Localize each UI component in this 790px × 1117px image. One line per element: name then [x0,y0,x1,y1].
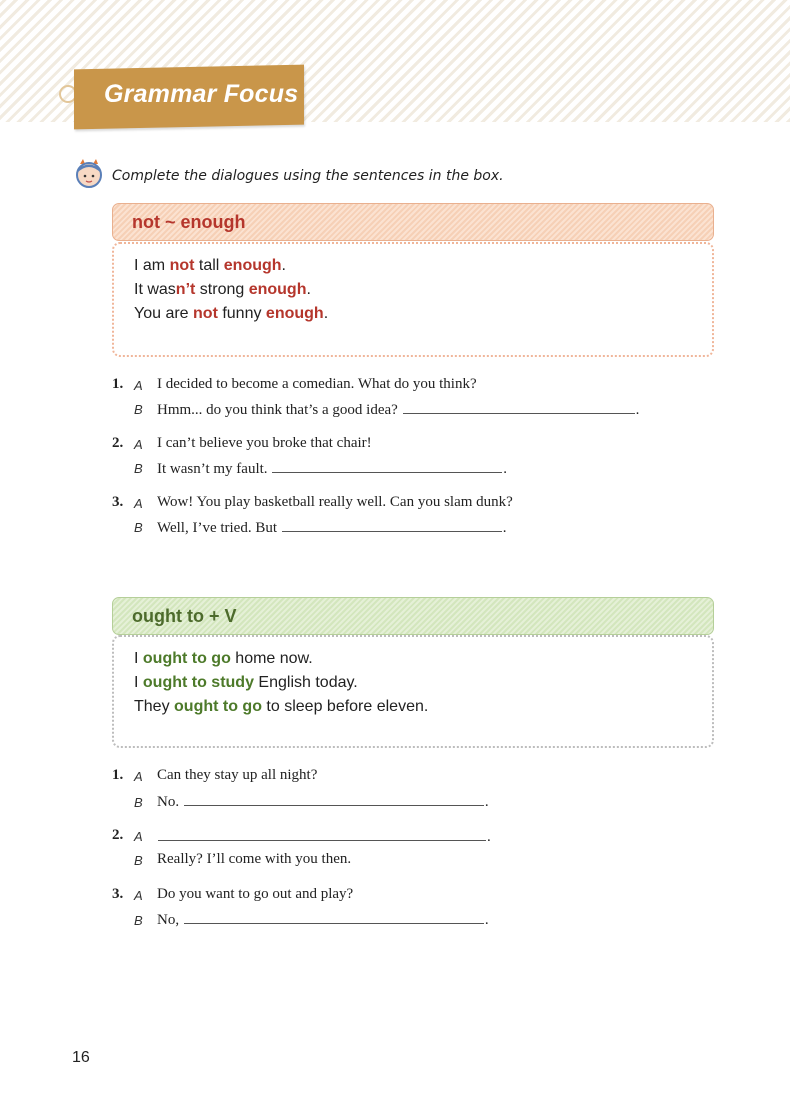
item-number: 1. [112,767,124,783]
item-number: 1. [112,376,124,392]
dialogue-line: I can’t believe you broke that chair! [157,435,372,451]
example-sentence: I am not tall enough. [134,257,286,274]
grammar-example-box-not-enough [112,242,714,357]
item-number: 3. [112,494,124,510]
item-number: 2. [112,435,124,451]
speaker-label: B [134,913,143,928]
dialogue-line: . [157,827,491,846]
student-character-icon [72,158,106,190]
speaker-label: B [134,853,143,868]
speaker-label: B [134,795,143,810]
answer-blank[interactable] [282,518,502,532]
example-sentence: It wasn’t strong enough. [134,281,311,298]
dialogue-line: Hmm... do you think that’s a good idea? . [157,402,640,418]
speaker-label: B [134,402,143,417]
speaker-label: A [134,769,143,784]
answer-blank[interactable] [272,459,502,473]
answer-blank[interactable] [184,792,484,806]
speaker-label: B [134,461,143,476]
page-number: 16 [72,1049,90,1066]
answer-blank[interactable] [158,827,486,841]
speaker-label: A [134,437,143,452]
speaker-label: A [134,829,143,844]
speaker-label: A [134,496,143,511]
answer-blank[interactable] [403,400,635,414]
dialogue-line: No, . [157,912,489,928]
item-number: 2. [112,827,124,843]
answer-blank[interactable] [184,910,484,924]
dialogue-line: No. . [157,794,489,810]
speaker-label: A [134,378,143,393]
example-sentence: I ought to study English today. [134,674,358,691]
dialogue-line: Well, I’ve tried. But . [157,520,507,536]
example-sentence: You are not funny enough. [134,305,329,322]
grammar-example-box-ought-to [112,635,714,748]
page-title: Grammar Focus [104,80,299,108]
grammar-box-title-not-enough: not ~ enough [112,203,714,241]
dialogue-line: I decided to become a comedian. What do you think? [157,376,477,392]
dialogue-line: Really? I’ll come with you then. [157,851,352,867]
example-sentence: They ought to go to sleep before eleven. [134,698,429,715]
example-sentence: I ought to go home now. [134,650,313,667]
speaker-label: A [134,888,143,903]
grammar-box-title-ought-to: ought to + V [112,597,714,635]
dialogue-line: It wasn’t my fault. . [157,461,508,477]
dialogue-line: Can they stay up all night? [157,767,318,783]
instruction-text: Complete the dialogues using the sentences in the box. [112,168,504,184]
item-number: 3. [112,886,124,902]
dialogue-line: Do you want to go out and play? [157,886,354,902]
dialogue-line: Wow! You play basketball really well. Can you slam dunk? [157,494,513,510]
speaker-label: B [134,520,143,535]
